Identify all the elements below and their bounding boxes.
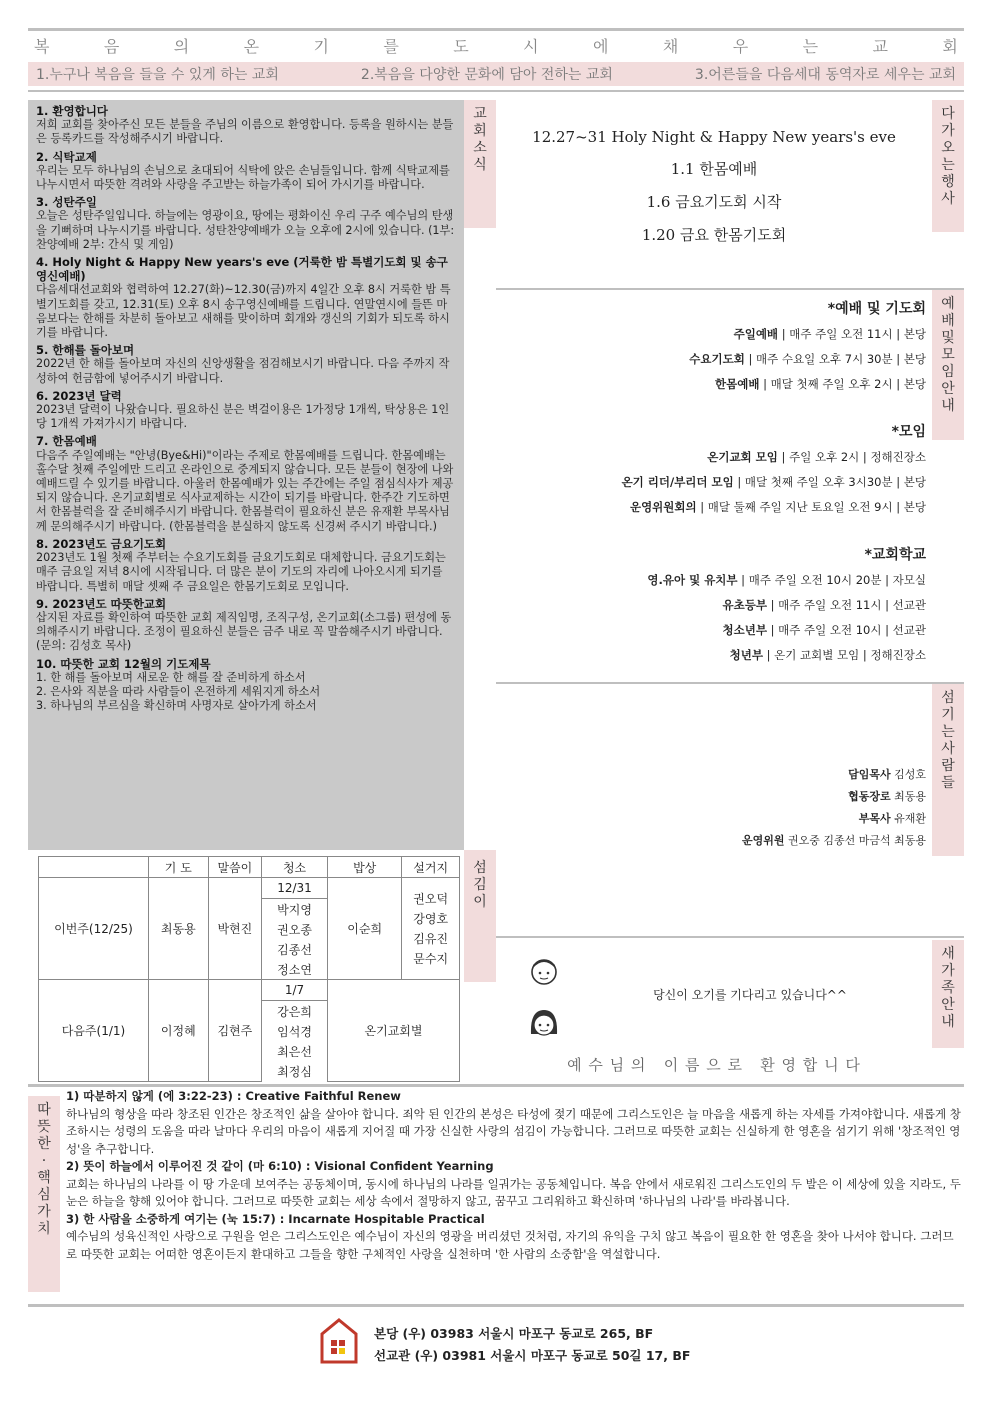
dish-person: 권오덕: [413, 891, 449, 906]
newcomer-avatars: [526, 956, 562, 1046]
news-body: 오늘은 성탄주일입니다. 하늘에는 영광이요, 땅에는 평화이신 우리 구주 예수님의 탄생을 기뻐하며 나누시기를 바랍니다. 성탄찬양예배가 오늘 오후에 2시에 있습니다. (1부: 찬양예배 2부: 간식 및 게임): [36, 209, 455, 251]
news-title: 10. 따뜻한 교회 12월의 기도제목: [36, 656, 211, 671]
vision-item: 1.누구나 복음을 들을 수 있게 하는 교회: [36, 67, 279, 83]
service-heading: *예배 및 기도회: [827, 301, 926, 317]
news-item: [36, 195, 456, 252]
news-item: [36, 657, 456, 714]
tab-char: 김: [473, 877, 487, 893]
tab-char: 교: [473, 106, 487, 122]
duty-header: 말씀이: [208, 857, 261, 878]
news-title: 3. 성탄주일: [36, 195, 97, 210]
man-icon: [532, 960, 556, 985]
motto-char: 시: [523, 37, 539, 56]
tab-services: [932, 290, 964, 440]
service-name: 청소년부: [722, 623, 767, 637]
tab-duty: [464, 850, 496, 982]
core-text: 하나님의 형상을 따라 창조된 인간은 창조적인 삶을 살아야 합니다. 죄악 된 인간의 본성은 타성에 젖기 때문에 그리스도인은 늘 마음을 새롭게 하는 자세를 가져야합니다. 새롭게 창조하시는 성령의 도움을 따라 날마다 우리의 마음이 새롭게 지어질 때 가장 신실한 사랑의 섬김이 가능합니다. 그러므로 따뜻한 교회는 신실하게 한 영혼을 섬기기 위해 '창조적인 영성'을 추구합니다.: [66, 1106, 961, 1156]
tab-char: ·: [41, 1153, 47, 1169]
prayer-person: 이정혜: [148, 980, 208, 1082]
motto-char: 우: [732, 37, 749, 56]
tab-char: 한: [37, 1136, 51, 1152]
service-name: 청년부: [729, 648, 763, 662]
top-rule: [28, 28, 964, 31]
clean-person: 박지영: [262, 899, 328, 920]
tab-char: 람: [941, 758, 955, 774]
staff-names: 권오중 김종선 마금석 최동용: [787, 834, 926, 847]
tab-char: 섬: [473, 860, 487, 876]
address-main: 본당 (우) 03983 서울시 마포구 동교로 265, BF: [374, 1326, 654, 1341]
tab-char: 회: [473, 123, 487, 139]
welcome-line: 예 수 님 의 이 름 으 로 환 영 합 니 다: [567, 1056, 861, 1074]
service-detail: | 매달 첫째 주일 오후 3시30분 | 본당: [733, 475, 926, 489]
service-detail: | 매주 주일 오전 10시 | 선교관: [766, 623, 926, 637]
core-rule: [28, 1084, 964, 1087]
tab-char: 배: [941, 313, 955, 329]
service-name: 운영위원회의: [629, 500, 697, 514]
tab-church-news: [464, 100, 496, 228]
service-detail: | 매주 주일 오전 11시 | 본당: [778, 327, 926, 341]
meal-person: 이순희: [328, 878, 402, 980]
tab-char: 다: [941, 106, 955, 122]
service-line: [496, 568, 926, 593]
news-body: 2022년 한 해를 돌아보며 자신의 신앙생활을 점검해보시기 바랍니다. 다음 주까지 작성하여 헌금함에 넣어주시기 바랍니다.: [36, 357, 450, 385]
news-body: 저희 교회를 찾아주신 모든 분들을 주님의 이름으로 환영합니다. 등록을 원하시는 분들은 등록카드를 작성해주시기 바랍니다.: [36, 118, 454, 146]
duty-header: 설거지: [402, 857, 460, 878]
motto-char: 온: [243, 37, 260, 56]
dish-people: [402, 878, 460, 980]
news-title: 5. 한해를 돌아보며: [36, 343, 135, 358]
news-body: 2023년도 1월 첫째 주부터는 수요기도회를 금요기도회로 대체합니다. 금요기도회는 매주 금요일 저녁 8시에 시작됩니다. 더 많은 분이 기도의 자리에 나아오시게 되기를 바랍니다. 특별히 매달 셋째 주 금요일은 한몸기도회로 모입니다.: [36, 551, 446, 593]
newcomer-message: 당신이 오기를 기다리고 있습니다^^: [653, 988, 847, 1002]
service-line: [496, 618, 926, 643]
tab-char: 사: [941, 191, 955, 207]
duty-header: 청소: [262, 857, 328, 878]
service-name: 한몸예배: [715, 377, 760, 391]
news-title: 6. 2023년 달력: [36, 388, 122, 403]
staff-role: 담임목사: [848, 768, 891, 781]
tab-char: 핵: [37, 1170, 51, 1186]
vision-item: 3.어른들을 다음세대 동역자로 세우는 교회: [694, 67, 956, 83]
service-detail: | 매주 주일 오전 11시 | 선교관: [766, 598, 926, 612]
service-name: 온기 리더/부리더 모임: [621, 475, 734, 489]
tab-char: 내: [941, 1014, 955, 1030]
service-detail: | 매달 둘째 주일 지난 토요일 오전 9시 | 본당: [696, 500, 926, 514]
news-title: 8. 2023년도 금요기도회: [36, 536, 167, 551]
motto-char: 음: [103, 37, 120, 56]
staff-line: [496, 786, 926, 808]
section-rule: [496, 288, 964, 290]
news-item: [36, 537, 456, 594]
service-name: 영.유아 및 유치부: [647, 573, 738, 587]
news-title: 4. Holy Night & Happy New years's eve (거룩한 밤 특별기도회 및 송구영신예배): [36, 255, 448, 284]
core-title: 2) 뜻이 하늘에서 이루어진 것 같이 (마 6:10) : Visional Confident Yearning: [66, 1159, 494, 1173]
tab-staff: [932, 684, 964, 856]
word-person: 김현주: [208, 980, 261, 1082]
service-detail: | 온기 교회별 모임 | 정해진장소: [763, 648, 926, 662]
staff-line: [496, 808, 926, 830]
core-title: 1) 따분하지 않게 (에 3:22-23) : Creative Faithful Renew: [66, 1089, 401, 1103]
tab-char: 심: [37, 1187, 51, 1203]
tab-char: 사: [941, 741, 955, 757]
duty-header: 밥상: [328, 857, 402, 878]
tab-char: 족: [941, 980, 955, 996]
motto-char: 를: [383, 37, 399, 56]
tab-char: 행: [941, 174, 955, 190]
news-title: 2. 식탁교제: [36, 149, 97, 164]
tab-char: 뜻: [37, 1119, 51, 1135]
service-name: 유초등부: [722, 598, 767, 612]
bottom-rule: [28, 1304, 964, 1307]
service-detail: | 매주 주일 오전 10시 20분 | 자모실: [737, 573, 926, 587]
news-body: 다음세대선교회와 협력하여 12.27(화)~12.30(금)까지 4일간 오후 8시 거룩한 밤 특별기도회를 갖고, 12.31(토) 오후 8시 송구영신예배를 드립니다. 연말연시에 들뜬 마음보다는 한해를 차분히 돌아보고 새해를 맞이하며 회개와 갱신의 기회가 되도록 하시기를 바랍니다.: [36, 283, 451, 340]
service-line: [496, 322, 926, 347]
tab-char: 들: [941, 775, 955, 791]
service-line: [496, 445, 926, 470]
staff-names: 유재환: [894, 812, 926, 825]
duty-roster: [38, 856, 460, 1082]
prayer-person: 최동용: [148, 878, 208, 980]
motto-char: 도: [453, 37, 469, 56]
motto-char: 에: [593, 37, 609, 56]
service-detail: | 매주 수요일 오후 7시 30분 | 본당: [744, 352, 926, 366]
event-item: 1.1 한몸예배: [670, 160, 758, 178]
meal-dish: 온기교회별: [328, 980, 460, 1082]
news-body: 삽지된 자료를 확인하여 따뜻한 교회 제직임명, 조직구성, 온기교회(소그룹) 편성에 동의해주시기 바랍니다. 조정이 필요하신 분들은 금주 내로 꼭 말씀해주시기 바랍니다. (문의: 김성호 목사): [36, 610, 452, 653]
tab-char: 예: [941, 296, 955, 312]
footer: [320, 1318, 740, 1368]
tab-char: 이: [473, 894, 487, 910]
news-body: 2023년 달력이 나왔습니다. 필요하신 분은 벽걸이용은 1가정당 1개씩, 탁상용은 1인당 1개씩 가져가시기 바랍니다.: [36, 403, 450, 431]
clean-date: 1/7: [262, 980, 328, 1001]
woman-icon: [531, 1010, 557, 1035]
tab-char: 모: [941, 347, 955, 363]
service-line: [496, 495, 926, 520]
service-line: [496, 470, 926, 495]
news-title: 7. 한몸예배: [36, 434, 97, 449]
vision-rule: [28, 90, 964, 92]
clean-person: 최정심: [262, 1061, 328, 1081]
news-body: 1. 한 해를 돌아보며 새로운 한 해를 잘 준비하게 하소서 2. 은사와 직분을 따라 사람들이 온전하게 세워지게 하소서 3. 하나님의 부르심을 확신하며 사명자로 살아가게 하소서: [36, 670, 321, 713]
vision-item: 2.복음을 다양한 문화에 담아 전하는 교회: [360, 67, 613, 83]
service-name: 수요기도회: [689, 352, 745, 366]
service-name: 주일예배: [733, 327, 779, 341]
clean-person: 김종선: [262, 939, 328, 959]
tab-char: 따: [37, 1102, 51, 1118]
news-item: [36, 255, 456, 340]
motto-char: 회: [942, 37, 958, 56]
tab-char: 임: [941, 364, 955, 380]
staff-role: 운영위원: [741, 834, 785, 847]
clean-person: 정소연: [262, 959, 328, 980]
news-item: [36, 389, 456, 432]
clean-person: 강은희: [262, 1001, 328, 1022]
duty-header: 기 도: [148, 857, 208, 878]
news-title: 1. 환영합니다: [36, 104, 108, 118]
tab-char: 새: [941, 946, 955, 962]
church-logo-icon: [320, 1318, 358, 1364]
section-rule: [496, 936, 964, 938]
service-detail: | 주일 오후 2시 | 정해진장소: [777, 450, 926, 464]
motto-char: 는: [802, 37, 819, 56]
tab-core-values: [28, 1096, 60, 1292]
section-rule: [496, 682, 964, 684]
clean-person: 최은선: [262, 1041, 328, 1061]
event-item: 1.6 금요기도회 시작: [646, 193, 782, 211]
tab-upcoming-events: [932, 100, 964, 232]
core-values-body: [66, 1088, 962, 1263]
news-body: 다음주 주일예배는 "안녕(Bye&Hi)"이라는 주제로 한몸예배를 드립니다. 한몸예배는 홀수달 첫째 주일에만 드리고 온라인으로 중계되지 않습니다. 모든 분들이 현장에 나와 예배드릴 수 있기를 바랍니다. 아울러 한몸예배가 있는 주간에는 주일 점심식사가 제공되지 않습니다. 온기교회별로 식사교제하는 시간이 되기를 바랍니다. 한주간 기도하면서 한몸블럭을 잘 준비해주시기 바랍니다. 한몸블럭이 필요하신 분은 유재환 부목사님께 문의해주시기 바랍니다. (한몸블럭을 분실하지 않도록 신경써 주시기 바랍니다.): [36, 448, 454, 533]
motto-char: 복: [34, 37, 50, 56]
event-item: 12.27~31 Holy Night & Happy New years's eve: [532, 128, 896, 146]
upcoming-events: [496, 100, 932, 244]
motto-char: 의: [173, 37, 190, 56]
news-item: [36, 597, 456, 654]
tab-char: 및: [941, 330, 955, 346]
staff-line: [496, 764, 926, 786]
service-line: [496, 643, 926, 668]
dish-person: 문수지: [413, 951, 449, 966]
staff-role: 협동장로: [848, 790, 891, 803]
duty-table: [38, 856, 460, 1082]
motto-char: 기: [313, 37, 329, 56]
news-item: [36, 104, 456, 147]
staff-role: 부목사: [858, 812, 891, 825]
address-mission: 선교관 (우) 03981 서울시 마포구 동교로 50길 17, BF: [374, 1348, 691, 1363]
core-text: 예수님의 성육신적인 사랑으로 구원을 얻은 그리스도인은 예수님이 자신의 영광을 버리셨던 것처럼, 자기의 유익을 구치 않고 복음이 필요한 한 영혼을 찾아 나서야 합니다. 그러므로 따뜻한 교회는 어떠한 영혼이든지 환대하고 그들을 향한 구체적인 사랑을 실천하며 '한 사람의 소중함'을 역설합니다.: [66, 1229, 954, 1261]
staff-names: 김성호: [894, 768, 926, 781]
tab-char: 치: [37, 1221, 51, 1237]
tab-char: 가: [941, 123, 955, 139]
header-blank: [39, 857, 149, 878]
tab-char: 내: [941, 398, 955, 414]
tab-newcomer: [932, 940, 964, 1048]
dish-person: 김유진: [413, 931, 449, 946]
core-values: [28, 1088, 964, 1303]
service-detail: | 매달 첫째 주일 오후 2시 | 본당: [759, 377, 926, 391]
motto-char: 채: [662, 37, 679, 56]
core-title: 3) 한 사람을 소중하게 여기는 (눅 15:7) : Incarnate Hospitable Practical: [66, 1211, 485, 1226]
motto-char: 교: [872, 37, 888, 56]
news-item: [36, 150, 456, 193]
tab-char: 식: [473, 157, 487, 173]
tab-char: 소: [473, 140, 487, 156]
service-line: [496, 593, 926, 618]
core-text: 교회는 하나님의 나라를 이 땅 가운데 보여주는 공동체이며, 동시에 하나님의 나라를 일궈가는 공동체입니다. 복음 안에서 새로워진 그리스도인의 두 발은 이 세상에 있을 지라도, 두 눈은 하늘을 향해 있어야 합니다. 그러므로 따뜻한 교회는 세상 속에서 절망하지 않고, 꿈꾸고 그리워하고 확신하며 '하나님의 나라'를 바라봅니다.: [66, 1176, 961, 1208]
clean-person: 임석경: [262, 1021, 328, 1041]
service-name: 온기교회 모임: [707, 450, 778, 464]
service-heading: *교회학교: [864, 547, 926, 563]
tab-char: 는: [941, 157, 955, 173]
news-item: [36, 343, 456, 386]
news-item: [36, 434, 456, 533]
service-line: [496, 372, 926, 397]
dish-person: 강영호: [413, 911, 449, 926]
person-icons: [526, 956, 562, 1046]
tab-char: 가: [941, 963, 955, 979]
services-info: [496, 296, 926, 676]
news-body: 우리는 모두 하나님의 손님으로 초대되어 식탁에 앉은 손님들입니다. 함께 식탁교제를 나누시면서 따뜻한 격려와 사랑을 주고받는 하늘가족이 되어 가시기를 바랍니다.: [36, 163, 450, 192]
staff-names: 최동용: [894, 790, 926, 803]
church-news: [28, 100, 464, 850]
clean-date: 12/31: [262, 878, 328, 899]
clean-person: 권오종: [262, 919, 328, 939]
tab-char: 섬: [941, 690, 955, 706]
tab-char: 안: [941, 997, 955, 1013]
tab-char: 는: [941, 724, 955, 740]
week-label: 이번주(12/25): [39, 878, 149, 980]
motto-banner: [28, 34, 964, 58]
service-heading: *모임: [891, 424, 926, 440]
week-label: 다음주(1/1): [39, 980, 149, 1082]
tab-char: 기: [941, 707, 955, 723]
tab-char: 안: [941, 381, 955, 397]
staff-list: [496, 764, 926, 860]
word-person: 박현진: [208, 878, 261, 980]
service-line: [496, 347, 926, 372]
news-title: 9. 2023년도 따뜻한교회: [36, 596, 167, 611]
vision-bar: [28, 62, 964, 86]
tab-char: 오: [941, 140, 955, 156]
tab-char: 가: [37, 1204, 51, 1220]
staff-line: [496, 830, 926, 852]
event-item: 1.20 금요 한몸기도회: [641, 226, 787, 244]
